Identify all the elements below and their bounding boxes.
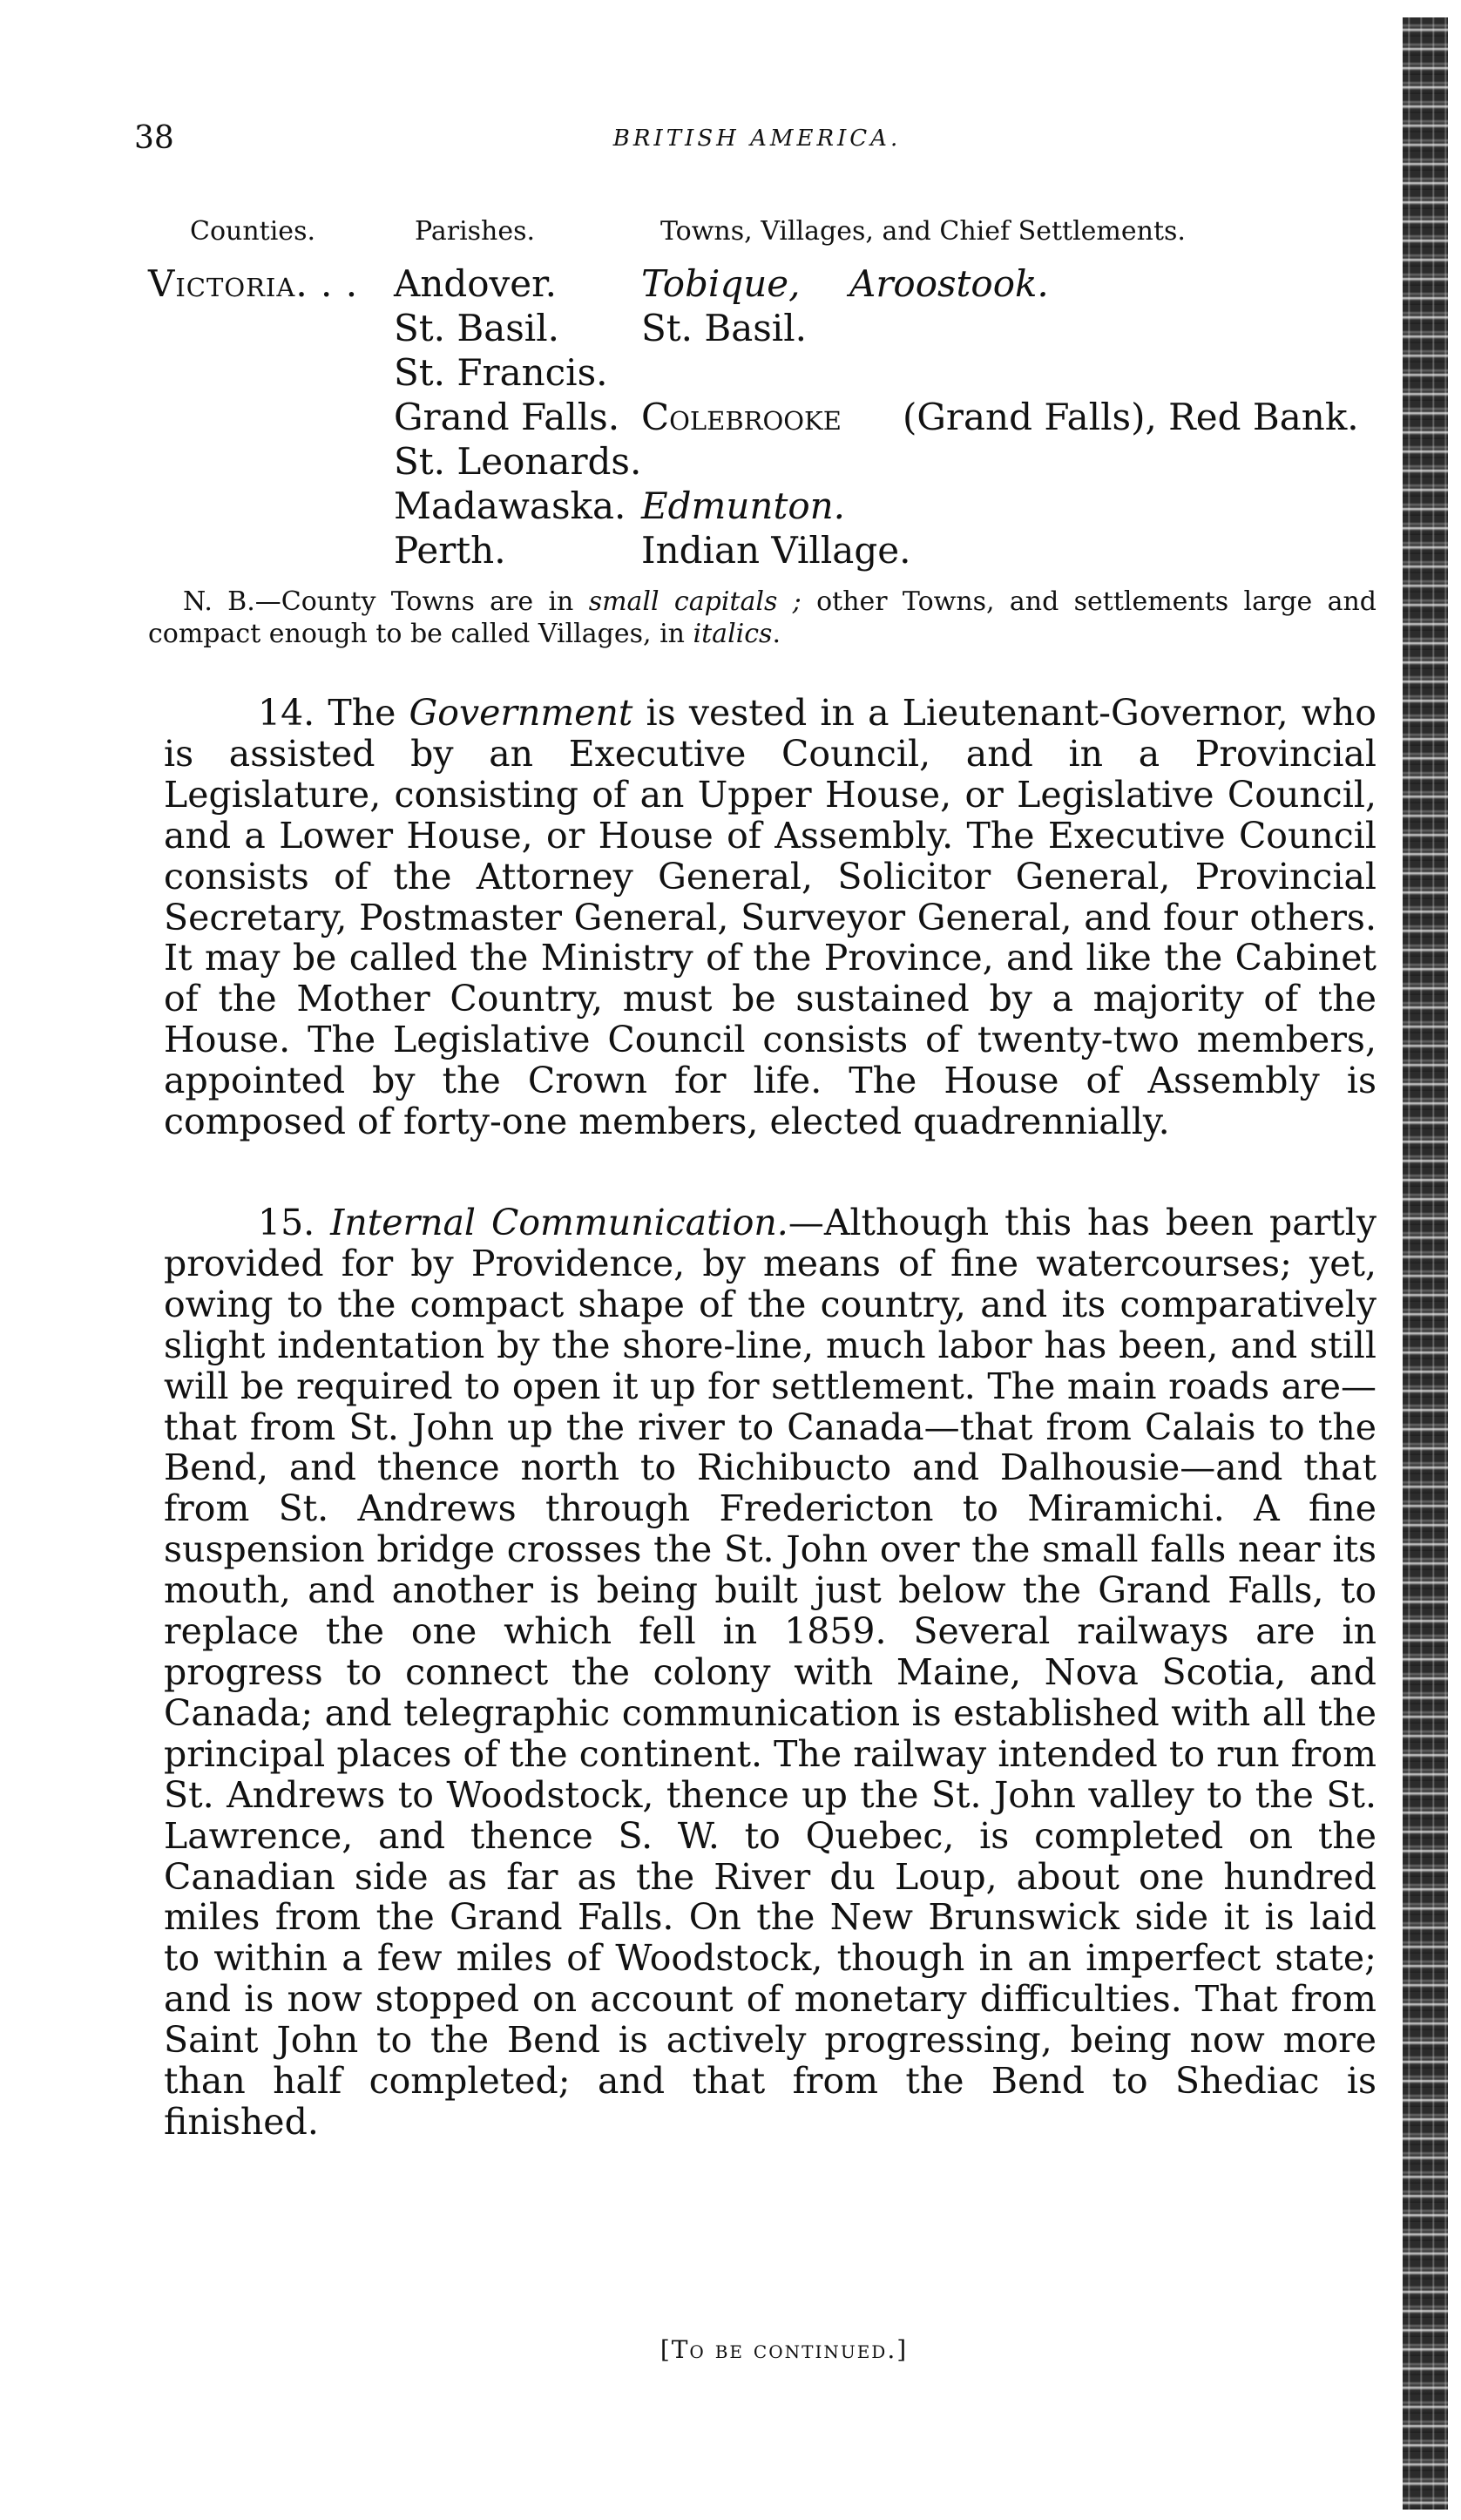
note-italics: italics bbox=[693, 619, 773, 649]
town-name: Indian Village. bbox=[641, 529, 911, 572]
town-name: Colebrooke bbox=[641, 396, 842, 438]
table-column-headers bbox=[190, 216, 1392, 251]
town-name: St. Basil. bbox=[641, 307, 808, 349]
note-text bbox=[148, 586, 1376, 650]
county-table bbox=[148, 261, 1403, 572]
town-name: Aroostook. bbox=[849, 262, 1049, 305]
parish-name: St. Basil. bbox=[394, 307, 560, 349]
paragraph-number: 14. bbox=[258, 692, 315, 734]
paragraph-number: 15. bbox=[258, 1202, 315, 1243]
binding-edge bbox=[1403, 17, 1448, 2510]
table-row bbox=[148, 261, 1403, 306]
to-be-continued: [To be continued.] bbox=[659, 2335, 909, 2364]
parish-name: Andover. bbox=[394, 262, 557, 305]
parish-name: Madawaska. bbox=[394, 484, 626, 527]
parish-name: Grand Falls. bbox=[394, 396, 620, 438]
running-title: BRITISH AMERICA. bbox=[612, 125, 902, 152]
paragraph-heading: Internal Communication. bbox=[330, 1202, 788, 1243]
column-header-parishes: Parishes. bbox=[415, 216, 536, 247]
parish-name: St. Leonards. bbox=[394, 440, 642, 483]
column-header-towns: Towns, Villages, and Chief Settlements. bbox=[660, 216, 1186, 247]
county-note bbox=[148, 586, 1376, 650]
note-middle: other Towns, and settlements large and compact enough to be called Villages, in bbox=[148, 586, 1377, 649]
paragraph-heading: Government bbox=[409, 692, 633, 734]
paragraph-text: The bbox=[328, 692, 409, 734]
paragraph-body: is vested in a Lieutenant-Governor, who is assisted by an Executive Council, and in a Provincial Legislature, consisting of an Upper House, or Legislative Council, and a Lower House, or House of Assembly. The Executive Council consists of the Attorney General, Solicitor General, Provincial Secretary, Postmaster General, Surveyor General, and four others. It may be called the Ministry of the Province, and like the Cabinet of the Mother Country, must be sustained by a majority of the House. The Legislative Council consists of twenty-two members, appointed by the Crown for life. The House of Assembly is composed of forty-one members, elected quadrennially. bbox=[164, 692, 1376, 1143]
table-row bbox=[148, 395, 1403, 439]
table-row bbox=[148, 528, 1403, 572]
town-name: Tobique, bbox=[641, 262, 801, 305]
table-row bbox=[148, 350, 1403, 395]
paragraph-15 bbox=[164, 1202, 1376, 2143]
paragraph-body: —Although this has been partly provided for by Providence, by means of fine watercourses; yet, owing to the compact shape of the country, and its comparatively slight indentation by the shore-line, much labor has been, and still will be required to open it up for settlement. The main roads are—that from St. John up the river to Canada—that from Calais to the Bend, and thence north to Richibucto and Dalhousie—and that from St. Andrews through Fredericton to Miramichi. A fine suspension bridge crosses the St. John over the small falls near its mouth, and another is being built just below the Grand Falls, to replace the one which fell in 1859. Several railways are in progress to connect the colony with Maine, Nova Scotia, and Canada; and telegraphic communication is established with all the principal places of the continent. The railway intended to run from St. Andrews to Woodstock, thence up the St. John valley to the St. Lawrence, and thence S. W. to Quebec, is completed on the Canadian side as far as the River du Loup, about one hundred miles from the Grand Falls. On the New Brunswick side it is laid to within a few miles of Woodstock, though in an imperfect state; and is now stopped on account of monetary difficulties. That from Saint John to the Bend is actively progressing, being now more than half completed; and that from the Bend to Shediac is finished. bbox=[164, 1202, 1376, 2143]
column-header-counties: Counties. bbox=[190, 216, 315, 247]
table-row bbox=[148, 484, 1403, 528]
note-prefix: N. B.—County Towns are in bbox=[183, 586, 589, 617]
page-header bbox=[134, 120, 1380, 164]
note-small-capitals: small capitals ; bbox=[588, 586, 802, 617]
paragraph-14 bbox=[164, 693, 1376, 1142]
parish-name: Perth. bbox=[394, 529, 506, 572]
table-row bbox=[148, 439, 1403, 484]
county-name: Victoria. . . bbox=[148, 262, 359, 305]
parish-name: St. Francis. bbox=[394, 351, 608, 394]
page-number: 38 bbox=[134, 120, 174, 156]
town-name: (Grand Falls), Red Bank. bbox=[903, 396, 1359, 438]
town-name: Edmunton. bbox=[641, 484, 846, 527]
note-suffix: . bbox=[772, 619, 781, 649]
table-row bbox=[148, 306, 1403, 350]
